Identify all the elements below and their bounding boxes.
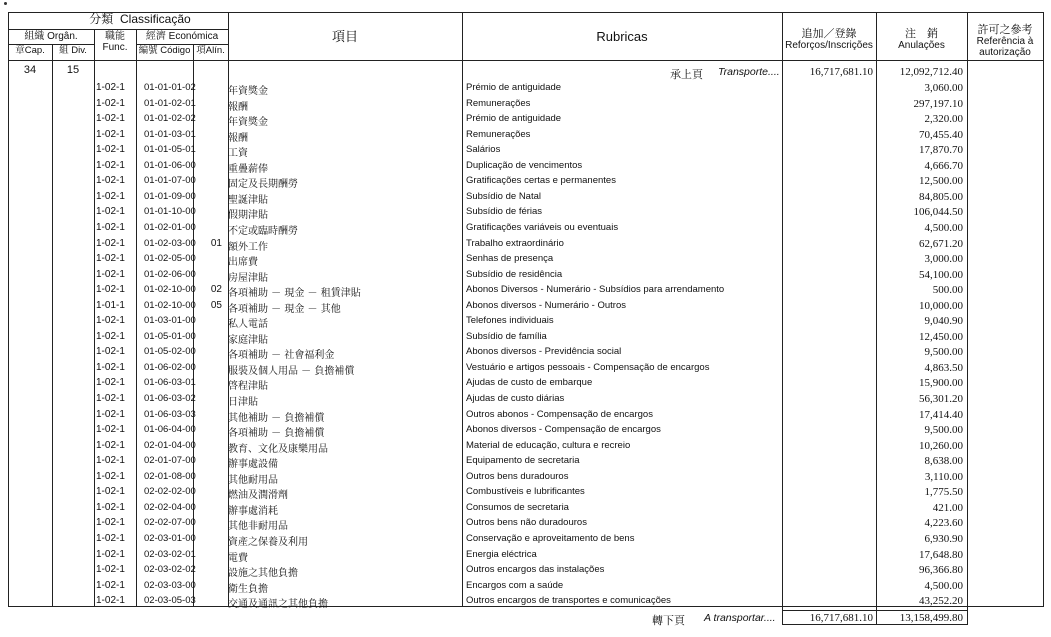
row-func: 1-02-1	[96, 486, 125, 498]
row-rubrica: Remunerações	[466, 97, 531, 109]
row-item-zh: 各項補助 － 現金 － 其他	[228, 303, 341, 315]
row-item-zh: 假期津貼	[228, 210, 268, 222]
carry-out-reforcos: 16,717,681.10	[809, 612, 873, 624]
row-func: 1-02-1	[96, 128, 125, 140]
row-item-zh: 報酬	[228, 101, 248, 113]
row-codigo: 01-02-03-00	[144, 237, 196, 249]
row-item-zh: 各項補助 － 現金 － 租賃津貼	[228, 288, 361, 300]
row-anulacoes: 1,775.50	[924, 486, 963, 499]
row-anulacoes: 62,671.20	[919, 237, 963, 250]
table-row	[0, 375, 1051, 391]
row-item-zh: 服裝及個人用品 － 負擔補償	[228, 365, 355, 377]
table-row	[0, 282, 1051, 298]
header-cap: 章Cap.	[15, 45, 45, 56]
row-func: 1-02-1	[96, 315, 125, 327]
row-rubrica: Gratificações variáveis ou eventuais	[466, 221, 619, 233]
table-row	[0, 391, 1051, 407]
row-anulacoes: 43,252.20	[919, 595, 963, 608]
row-func: 1-02-1	[96, 517, 125, 529]
carry-in-anulacoes: 12,092,712.40	[899, 66, 963, 78]
row-codigo: 01-02-10-00	[144, 299, 196, 311]
row-rubrica: Senhas de presença	[466, 253, 554, 265]
row-func: 1-02-1	[96, 144, 125, 156]
row-func: 1-02-1	[96, 97, 125, 109]
row-func: 1-02-1	[96, 346, 125, 358]
row-codigo: 01-06-02-00	[144, 361, 196, 373]
row-rubrica: Energia eléctrica	[466, 548, 537, 560]
row-item-zh: 工資	[228, 148, 248, 160]
row-codigo: 01-02-10-00	[144, 284, 196, 296]
row-item-zh: 衛生負擔	[228, 583, 268, 595]
row-item-zh: 啓程津貼	[228, 381, 268, 393]
header-alin: 項Alín.	[196, 45, 225, 56]
row-codigo: 01-01-05-01	[144, 144, 196, 156]
row-anulacoes: 4,500.00	[924, 221, 963, 234]
row-item-zh: 出席費	[228, 257, 258, 269]
table-row	[0, 407, 1051, 423]
row-func: 1-02-1	[96, 501, 125, 513]
row-item-zh: 固定及長期酬勞	[228, 179, 298, 191]
header-codigo: 編號 Código	[138, 45, 191, 56]
row-item-zh: 報酬	[228, 132, 248, 144]
table-row	[0, 500, 1051, 516]
row-rubrica: Outros bens duradouros	[466, 470, 569, 482]
carry-in-reforcos: 16,717,681.10	[809, 66, 873, 78]
row-codigo: 01-03-01-00	[144, 315, 196, 327]
row-anulacoes: 56,301.20	[919, 393, 963, 405]
header-econ: 經濟 Económica	[145, 31, 219, 42]
row-codigo: 02-02-02-00	[144, 486, 196, 498]
row-anulacoes: 421.00	[932, 501, 963, 514]
row-codigo: 01-05-02-00	[144, 346, 196, 358]
row-func: 1-02-1	[96, 455, 125, 467]
row-rubrica: Subsídio de residência	[466, 268, 563, 280]
row-func: 1-02-1	[96, 424, 125, 436]
row-rubrica: Subsídio de férias	[466, 206, 543, 218]
row-anulacoes: 9,500.00	[924, 424, 963, 437]
row-anulacoes: 3,000.00	[924, 253, 963, 266]
row-codigo: 01-02-01-00	[144, 221, 196, 233]
table-row	[0, 360, 1051, 376]
row-rubrica: Subsídio de Natal	[466, 190, 541, 202]
row-anulacoes: 4,666.70	[924, 159, 963, 172]
row-func: 1-02-1	[96, 595, 125, 607]
row-item-zh: 其他耐用品	[228, 474, 278, 486]
table-row	[0, 220, 1051, 236]
row-func: 1-02-1	[96, 206, 125, 218]
row-rubrica: Subsídio de família	[466, 330, 547, 342]
row-item-zh: 重疊薪俸	[228, 163, 268, 175]
header-organ: 組織 Orgân.	[24, 31, 78, 42]
row-anulacoes: 17,870.70	[919, 144, 963, 157]
row-item-zh: 日津貼	[228, 397, 258, 408]
header-func: 職能 Func.	[102, 31, 128, 53]
row-func: 1-02-1	[96, 113, 125, 125]
row-codigo: 01-06-03-03	[144, 408, 196, 420]
header-item-zh: 項目	[331, 29, 358, 44]
row-rubrica: Combustíveis e lubrificantes	[466, 486, 585, 498]
row-rubrica: Outros encargos de transportes e comunicações	[466, 595, 671, 607]
row-codigo: 02-02-07-00	[144, 517, 196, 529]
header-bottom-border	[8, 60, 1043, 61]
table-row	[0, 578, 1051, 594]
row-item-zh: 私人電話	[228, 319, 268, 331]
row-func: 1-02-1	[96, 221, 125, 233]
row-func: 1-02-1	[96, 253, 125, 265]
row-codigo: 02-01-04-00	[144, 439, 196, 451]
row-func: 1-02-1	[96, 284, 125, 296]
row-rubrica: Gratificações certas e permanentes	[466, 175, 616, 187]
row-item-zh: 設施之其他負擔	[228, 568, 298, 580]
row-func: 1-01-1	[96, 299, 125, 311]
row-codigo: 01-01-02-01	[144, 97, 196, 109]
row-rubrica: Ajudas de custo diárias	[466, 393, 565, 404]
row-anulacoes: 9,040.90	[924, 315, 963, 328]
row-func: 1-02-1	[96, 268, 125, 280]
row-item-zh: 辦事處設備	[228, 459, 278, 471]
row-item-zh: 燃油及潤滑劑	[228, 490, 288, 502]
table-row	[0, 189, 1051, 205]
table-row	[0, 531, 1051, 547]
row-func: 1-02-1	[96, 439, 125, 451]
row-alin: 05	[210, 299, 222, 311]
row-func: 1-02-1	[96, 159, 125, 171]
row-anulacoes: 4,500.00	[924, 579, 963, 592]
row-codigo: 01-01-02-02	[144, 113, 196, 125]
row-codigo: 01-06-03-02	[144, 393, 196, 404]
row-codigo: 02-03-02-01	[144, 548, 196, 560]
row-rubrica: Abonos diversos - Compensação de encargos	[466, 424, 661, 436]
table-row	[0, 453, 1051, 469]
row-alin: 02	[210, 284, 222, 296]
table-row	[0, 111, 1051, 127]
row-func: 1-02-1	[96, 548, 125, 560]
table-row	[0, 236, 1051, 252]
row-codigo: 02-03-05-03	[144, 595, 196, 607]
row-func: 1-02-1	[96, 377, 125, 389]
row-anulacoes: 4,223.60	[924, 517, 963, 530]
row-anulacoes: 84,805.00	[919, 190, 963, 203]
header-referencia: 許可之參考 Referência à autorização	[976, 24, 1034, 59]
row-func: 1-02-1	[96, 175, 125, 187]
row-func: 1-02-1	[96, 579, 125, 591]
row-func: 1-02-1	[96, 82, 125, 93]
table-row	[0, 158, 1051, 174]
row-codigo: 01-01-10-00	[144, 206, 196, 218]
row-alin: 01	[210, 237, 222, 249]
header-classificacao: 分類 Classificação	[89, 12, 191, 26]
row-item-zh: 年資獎金	[228, 117, 268, 129]
row-anulacoes: 10,260.00	[919, 439, 963, 452]
table-row	[0, 438, 1051, 454]
row-codigo: 02-01-07-00	[144, 455, 196, 467]
row-rubrica: Prémio de antiguidade	[466, 82, 562, 93]
row-rubrica: Ajudas de custo de embarque	[466, 377, 593, 389]
row-codigo: 01-05-01-00	[144, 330, 196, 342]
row-rubrica: Remunerações	[466, 128, 531, 140]
row-rubrica: Material de educação, cultura e recreio	[466, 439, 631, 451]
row-codigo: 01-01-03-01	[144, 128, 196, 140]
table-row	[0, 344, 1051, 360]
row-codigo: 01-01-09-00	[144, 190, 196, 202]
row-codigo: 01-02-06-00	[144, 268, 196, 280]
table-row	[0, 251, 1051, 267]
row-item-zh: 年資獎金	[228, 86, 268, 97]
table-row	[0, 267, 1051, 283]
row-anulacoes: 4,863.50	[924, 361, 963, 374]
row-rubrica: Abonos diversos - Previdência social	[466, 346, 622, 358]
header-rubricas: Rubricas	[596, 29, 648, 44]
row-anulacoes: 12,450.00	[919, 330, 963, 343]
header-anulacoes: 注 銷 Anulações	[898, 28, 945, 52]
row-anulacoes: 6,930.90	[924, 532, 963, 545]
row-anulacoes: 15,900.00	[919, 377, 963, 390]
corner-mark	[4, 2, 7, 5]
row-anulacoes: 96,366.80	[919, 564, 963, 577]
table-row	[0, 422, 1051, 438]
row-rubrica: Consumos de secretaria	[466, 501, 569, 513]
row-item-zh: 各項補助 － 社會福利金	[228, 350, 335, 362]
header-reforcos: 追加／登錄 Reforços/Inscrições	[785, 28, 873, 52]
row-item-zh: 聖誕津貼	[228, 194, 268, 206]
table-row	[0, 515, 1051, 531]
table-row	[0, 547, 1051, 563]
table-row	[0, 127, 1051, 143]
row-anulacoes: 2,320.00	[924, 113, 963, 126]
row-func: 1-02-1	[96, 408, 125, 420]
row-codigo: 01-01-06-00	[144, 159, 196, 171]
row-rubrica: Conservação e aproveitamento de bens	[466, 532, 635, 544]
table-row	[0, 593, 1051, 609]
table-row	[0, 96, 1051, 112]
row-func: 1-02-1	[96, 470, 125, 482]
row-codigo: 02-01-08-00	[144, 470, 196, 482]
row-rubrica: Outros bens não duradouros	[466, 517, 587, 529]
row-func: 1-02-1	[96, 190, 125, 202]
row-func: 1-02-1	[96, 564, 125, 576]
row-anulacoes: 3,110.00	[924, 470, 963, 483]
carry-out-row	[0, 610, 1051, 626]
row-anulacoes: 106,044.50	[913, 206, 963, 219]
row-func: 1-02-1	[96, 330, 125, 342]
row-func: 1-02-1	[96, 532, 125, 544]
row-anulacoes: 9,500.00	[924, 346, 963, 359]
div-value: 15	[66, 64, 80, 76]
row-codigo: 01-01-07-00	[144, 175, 196, 187]
row-anulacoes: 12,500.00	[919, 175, 963, 188]
row-codigo: 02-03-02-02	[144, 564, 196, 576]
table-row	[0, 329, 1051, 345]
row-func: 1-02-1	[96, 361, 125, 373]
row-item-zh: 教育、文化及康樂用品	[228, 443, 328, 455]
row-rubrica: Equipamento de secretaria	[466, 455, 580, 467]
carry-in-label-zh: 承上頁	[670, 69, 703, 81]
row-anulacoes: 10,000.00	[919, 299, 963, 312]
row-anulacoes: 297,197.10	[913, 97, 963, 110]
table-row	[0, 80, 1051, 96]
table-row	[0, 142, 1051, 158]
row-rubrica: Duplicação de vencimentos	[466, 159, 583, 171]
row-codigo: 02-02-04-00	[144, 501, 196, 513]
table-row	[0, 562, 1051, 578]
row-codigo: 01-06-04-00	[144, 424, 196, 436]
carry-out-label-zh: 轉下頁	[652, 615, 685, 627]
row-item-zh: 電費	[228, 552, 248, 564]
header-sub-border-1	[8, 29, 228, 30]
row-item-zh: 辦事處消耗	[228, 505, 278, 517]
row-anulacoes: 17,414.40	[919, 408, 963, 421]
row-rubrica: Encargos com a saúde	[466, 579, 564, 591]
table-row	[0, 484, 1051, 500]
header-div: 組 Div.	[59, 45, 87, 56]
table-row	[0, 173, 1051, 189]
row-anulacoes: 54,100.00	[919, 268, 963, 281]
row-item-zh: 家庭津貼	[228, 334, 268, 346]
table-row	[0, 298, 1051, 314]
row-rubrica: Outros abonos - Compensação de encargos	[466, 408, 653, 420]
row-codigo: 02-03-01-00	[144, 532, 196, 544]
row-func: 1-02-1	[96, 237, 125, 249]
row-item-zh: 額外工作	[228, 241, 268, 253]
row-codigo: 01-01-01-02	[144, 82, 196, 93]
row-rubrica: Outros encargos das instalações	[466, 564, 605, 576]
cap-value: 34	[23, 64, 37, 76]
row-item-zh: 各項補助 － 負擔補償	[228, 428, 325, 440]
row-anulacoes: 500.00	[932, 284, 963, 297]
row-item-zh: 不定或臨時酬勞	[228, 225, 298, 237]
row-func: 1-02-1	[96, 393, 125, 404]
carry-in-label-pt: Transporte....	[718, 66, 780, 78]
row-rubrica: Abonos diversos - Numerário - Outros	[466, 299, 626, 311]
table-row	[0, 469, 1051, 485]
row-rubrica: Prémio de antiguidade	[466, 113, 562, 125]
row-anulacoes: 8,638.00	[924, 455, 963, 468]
row-item-zh: 房屋津貼	[228, 272, 268, 284]
row-rubrica: Vestuário e artigos pessoais - Compensação de encargos	[466, 361, 710, 373]
row-codigo: 02-03-03-00	[144, 579, 196, 591]
row-item-zh: 其他補助 － 負擔補償	[228, 412, 325, 424]
table-row	[0, 204, 1051, 220]
row-anulacoes: 3,060.00	[924, 82, 963, 94]
table-row	[0, 313, 1051, 329]
row-rubrica: Trabalho extraordinário	[466, 237, 564, 249]
row-codigo: 01-06-03-01	[144, 377, 196, 389]
row-rubrica: Abonos Diversos - Numerário - Subsídios para arrendamento	[466, 284, 725, 296]
row-anulacoes: 17,648.80	[919, 548, 963, 561]
row-rubrica: Salários	[466, 144, 501, 156]
row-item-zh: 其他非耐用品	[228, 521, 288, 533]
row-anulacoes: 70,455.40	[919, 128, 963, 141]
carry-out-label-pt: A transportar....	[704, 612, 776, 624]
carry-out-anulacoes: 13,158,499.80	[899, 612, 963, 624]
row-rubrica: Telefones individuais	[466, 315, 554, 327]
carry-in-row	[0, 64, 1051, 80]
row-codigo: 01-02-05-00	[144, 253, 196, 265]
row-item-zh: 交通及通訊之其他負擔	[228, 599, 328, 611]
row-item-zh: 資產之保養及利用	[228, 536, 308, 548]
